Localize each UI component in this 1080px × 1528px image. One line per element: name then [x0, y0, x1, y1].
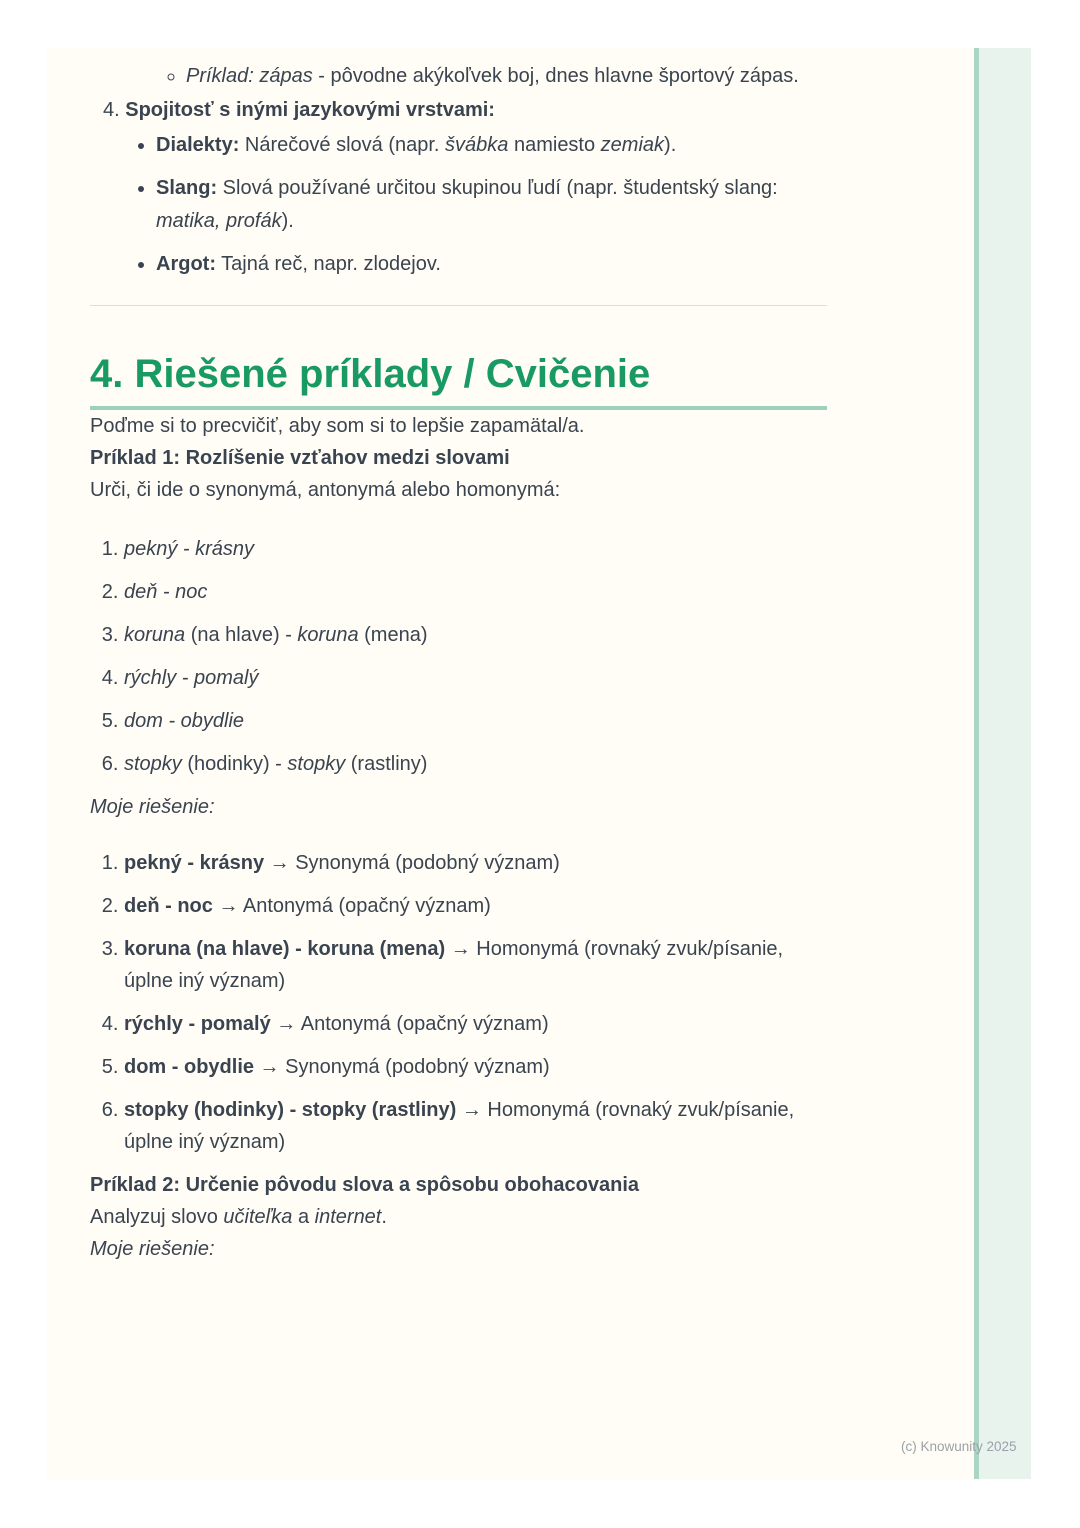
section-heading: 4. Riešené príklady / Cvičenie — [90, 352, 827, 410]
text-run: učiteľka — [223, 1206, 293, 1228]
list-item — [124, 533, 827, 565]
text-run: deň - noc — [124, 895, 213, 917]
text-run: a — [292, 1206, 315, 1228]
list-item — [124, 933, 827, 997]
text-run: (na hlave) - — [185, 624, 298, 646]
text-run: → Antonymá (opačný význam) — [270, 1013, 549, 1035]
task2-text — [90, 1201, 827, 1233]
my-solution-label-2: Moje riešenie: — [90, 1238, 215, 1260]
text-run: pekný - krásny — [124, 852, 265, 874]
text-run: ). — [281, 210, 294, 232]
list-item — [186, 58, 827, 94]
my-solution-label: Moje riešenie: — [90, 796, 215, 818]
text-run: Tajná reč, napr. zlodejov. — [215, 253, 441, 275]
text-run: Spojitosť s inými jazykovými vrstvami: — [125, 99, 495, 121]
section4-title — [90, 94, 827, 126]
text-run: → Homonymá (rovnaký zvuk/písanie, úplne iný význam) — [124, 938, 784, 992]
text-run: Dialekty: — [156, 134, 240, 156]
text-run: stopky — [287, 753, 346, 775]
list-item — [124, 748, 827, 780]
text-run: Slang: — [156, 177, 218, 199]
text-run: Nárečové slová (napr. — [239, 134, 446, 156]
list-item — [124, 1051, 827, 1083]
task1-text: Urči, či ide o synonymá, antonymá alebo homonymá: — [90, 479, 561, 501]
intro-list — [90, 58, 827, 94]
lead-paragraph: Poďme si to precvičiť, aby som si to lepšie zapamätal/a. — [90, 415, 585, 437]
text-run: internet — [314, 1206, 382, 1228]
text-run: rýchly - pomalý — [124, 1013, 271, 1035]
text-run: namiesto — [508, 134, 601, 156]
text-run: → Synonymá (podobný význam) — [264, 852, 560, 874]
text-run: → Homonymá (rovnaký zvuk/písanie, úplne iný význam) — [124, 1099, 795, 1153]
list-item — [124, 705, 827, 737]
document-content — [90, 48, 827, 1265]
text-run: (rastliny) — [345, 753, 428, 775]
list-item — [156, 172, 827, 238]
list-item — [124, 847, 827, 879]
text-run: deň - noc — [124, 581, 208, 603]
text-run: dom - obydlie — [124, 710, 245, 732]
text-run: stopky (hodinky) - stopky (rastliny) — [124, 1099, 457, 1121]
text-run: stopky — [124, 753, 182, 775]
text-run: koruna (na hlave) - koruna (mena) — [124, 938, 446, 960]
divider — [90, 305, 827, 306]
accent-stripe — [974, 48, 1031, 1479]
list-item — [124, 619, 827, 651]
solution-list — [90, 847, 827, 1158]
example1-title: Príklad 1: Rozlíšenie vzťahov medzi slovami — [90, 447, 510, 469]
text-run: → Synonymá (podobný význam) — [254, 1056, 550, 1078]
list-item — [124, 1008, 827, 1040]
text-run: zemiak — [600, 134, 665, 156]
footer-credit: (c) Knowunity 2025 — [901, 1439, 1017, 1454]
text-run: Argot: — [156, 253, 216, 275]
text-run: Slová používané určitou skupinou ľudí (napr. študentský slang: — [217, 177, 778, 199]
text-run: (hodinky) - — [181, 753, 288, 775]
list-item — [124, 662, 827, 694]
list-item — [156, 248, 827, 281]
text-run: matika, profák — [156, 210, 282, 232]
text-run: Príklad: zápas — [186, 65, 313, 87]
list-item — [124, 1094, 827, 1158]
text-run: - pôvodne akýkoľvek boj, dnes hlavne športový zápas. — [312, 65, 799, 87]
text-run: rýchly - pomalý — [124, 667, 259, 689]
text-run: → Antonymá (opačný význam) — [212, 895, 491, 917]
text-run: Analyzuj slovo — [90, 1206, 224, 1228]
example2-title: Príklad 2: Určenie pôvodu slova a spôsobu obohacovania — [90, 1174, 640, 1196]
exercise-list — [90, 533, 827, 780]
text-run: pekný - krásny — [124, 538, 255, 560]
text-run: . — [381, 1206, 387, 1228]
text-run: koruna — [297, 624, 359, 646]
list-item — [124, 576, 827, 608]
text-run: (mena) — [358, 624, 428, 646]
language-layers-list — [90, 129, 827, 281]
text-run: ). — [664, 134, 677, 156]
text-run: švábka — [445, 134, 509, 156]
text-run: koruna — [124, 624, 186, 646]
list-item — [124, 890, 827, 922]
list-item — [156, 129, 827, 162]
text-run: dom - obydlie — [124, 1056, 254, 1078]
list-number: 4. — [103, 99, 120, 121]
